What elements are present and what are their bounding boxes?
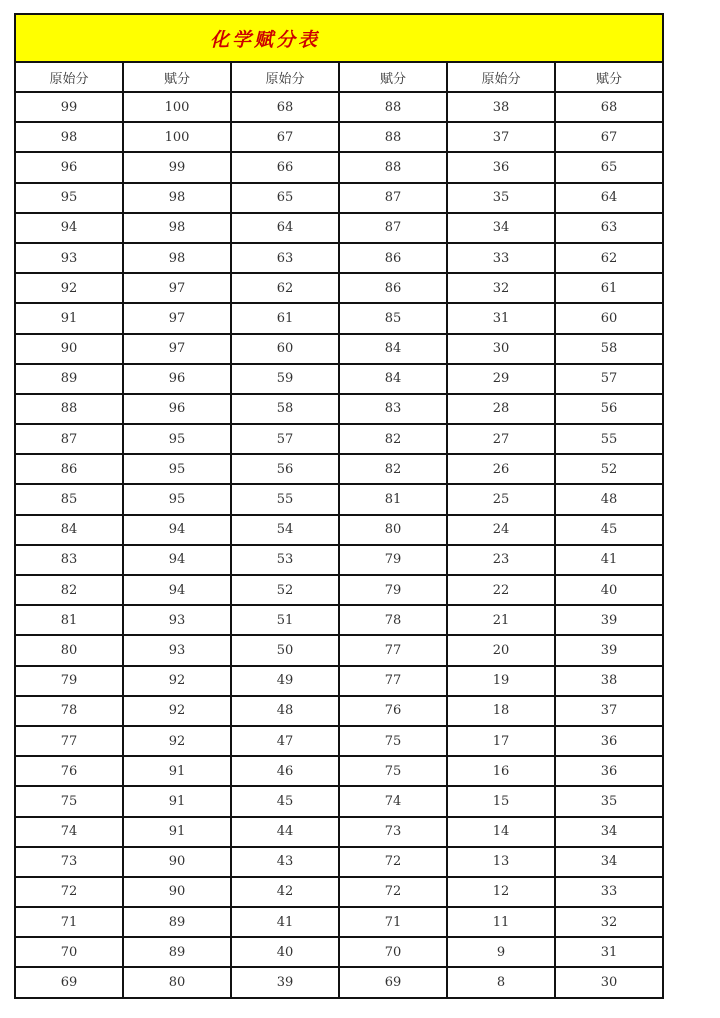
- raw-score-cell: 59: [231, 364, 339, 394]
- assigned-score-cell: 36: [555, 726, 663, 756]
- raw-score-cell: 55: [231, 484, 339, 514]
- table-row: [15, 726, 663, 756]
- assigned-score-cell: 69: [339, 967, 447, 997]
- assigned-score-cell: 80: [339, 515, 447, 545]
- header-assigned-score-3: 赋分: [555, 62, 663, 92]
- raw-score-cell: 71: [15, 907, 123, 937]
- raw-score-cell: 73: [15, 847, 123, 877]
- raw-score-cell: 16: [447, 756, 555, 786]
- assigned-score-cell: 45: [555, 515, 663, 545]
- raw-score-cell: 31: [447, 303, 555, 333]
- raw-score-cell: 96: [15, 152, 123, 182]
- raw-score-cell: 61: [231, 303, 339, 333]
- table-row: [15, 424, 663, 454]
- assigned-score-cell: 63: [555, 213, 663, 243]
- table-row: [15, 183, 663, 213]
- raw-score-cell: 45: [231, 786, 339, 816]
- table-row: [15, 515, 663, 545]
- table-row: [15, 364, 663, 394]
- raw-score-cell: 20: [447, 635, 555, 665]
- assigned-score-cell: 74: [339, 786, 447, 816]
- raw-score-cell: 25: [447, 484, 555, 514]
- header-raw-score-1: 原始分: [15, 62, 123, 92]
- assigned-score-cell: 90: [123, 847, 231, 877]
- table-title-cell: [15, 14, 663, 62]
- assigned-score-cell: 64: [555, 183, 663, 213]
- raw-score-cell: 18: [447, 696, 555, 726]
- assigned-score-cell: 52: [555, 454, 663, 484]
- assigned-score-cell: 70: [339, 937, 447, 967]
- raw-score-cell: 40: [231, 937, 339, 967]
- assigned-score-cell: 98: [123, 183, 231, 213]
- raw-score-cell: 36: [447, 152, 555, 182]
- raw-score-cell: 49: [231, 666, 339, 696]
- raw-score-cell: 82: [15, 575, 123, 605]
- raw-score-cell: 63: [231, 243, 339, 273]
- raw-score-cell: 33: [447, 243, 555, 273]
- raw-score-cell: 15: [447, 786, 555, 816]
- raw-score-cell: 14: [447, 817, 555, 847]
- raw-score-cell: 79: [15, 666, 123, 696]
- table-row: [15, 756, 663, 786]
- raw-score-cell: 48: [231, 696, 339, 726]
- table-row: [15, 696, 663, 726]
- raw-score-cell: 37: [447, 122, 555, 152]
- raw-score-cell: 92: [15, 273, 123, 303]
- assigned-score-cell: 39: [555, 605, 663, 635]
- table-row: [15, 454, 663, 484]
- assigned-score-cell: 75: [339, 756, 447, 786]
- raw-score-cell: 47: [231, 726, 339, 756]
- assigned-score-cell: 56: [555, 394, 663, 424]
- raw-score-cell: 34: [447, 213, 555, 243]
- raw-score-cell: 21: [447, 605, 555, 635]
- raw-score-cell: 74: [15, 817, 123, 847]
- raw-score-cell: 44: [231, 817, 339, 847]
- score-table: [14, 13, 664, 999]
- assigned-score-cell: 92: [123, 666, 231, 696]
- raw-score-cell: 51: [231, 605, 339, 635]
- table-row: [15, 907, 663, 937]
- raw-score-cell: 26: [447, 454, 555, 484]
- table-row: [15, 334, 663, 364]
- assigned-score-cell: 60: [555, 303, 663, 333]
- assigned-score-cell: 78: [339, 605, 447, 635]
- assigned-score-cell: 88: [339, 152, 447, 182]
- raw-score-cell: 78: [15, 696, 123, 726]
- table-row: [15, 786, 663, 816]
- assigned-score-cell: 67: [555, 122, 663, 152]
- assigned-score-cell: 81: [339, 484, 447, 514]
- assigned-score-cell: 88: [339, 92, 447, 122]
- assigned-score-cell: 31: [555, 937, 663, 967]
- assigned-score-cell: 82: [339, 424, 447, 454]
- table-row: [15, 575, 663, 605]
- raw-score-cell: 90: [15, 334, 123, 364]
- table-row: [15, 817, 663, 847]
- assigned-score-cell: 40: [555, 575, 663, 605]
- assigned-score-cell: 91: [123, 786, 231, 816]
- header-raw-score-3: 原始分: [447, 62, 555, 92]
- title-row: [15, 14, 663, 62]
- table-row: [15, 273, 663, 303]
- table-row: [15, 484, 663, 514]
- assigned-score-cell: 90: [123, 877, 231, 907]
- header-assigned-score-2: 赋分: [339, 62, 447, 92]
- assigned-score-cell: 71: [339, 907, 447, 937]
- raw-score-cell: 80: [15, 635, 123, 665]
- assigned-score-cell: 41: [555, 545, 663, 575]
- assigned-score-cell: 98: [123, 213, 231, 243]
- assigned-score-cell: 34: [555, 847, 663, 877]
- table-row: [15, 243, 663, 273]
- assigned-score-cell: 39: [555, 635, 663, 665]
- assigned-score-cell: 33: [555, 877, 663, 907]
- assigned-score-cell: 83: [339, 394, 447, 424]
- assigned-score-cell: 97: [123, 273, 231, 303]
- raw-score-cell: 83: [15, 545, 123, 575]
- assigned-score-cell: 86: [339, 243, 447, 273]
- raw-score-cell: 88: [15, 394, 123, 424]
- table-row: [15, 937, 663, 967]
- raw-score-cell: 35: [447, 183, 555, 213]
- raw-score-cell: 29: [447, 364, 555, 394]
- raw-score-cell: 39: [231, 967, 339, 997]
- assigned-score-cell: 65: [555, 152, 663, 182]
- raw-score-cell: 68: [231, 92, 339, 122]
- raw-score-cell: 72: [15, 877, 123, 907]
- assigned-score-cell: 86: [339, 273, 447, 303]
- raw-score-cell: 28: [447, 394, 555, 424]
- table-row: [15, 967, 663, 997]
- assigned-score-cell: 87: [339, 183, 447, 213]
- assigned-score-cell: 79: [339, 545, 447, 575]
- raw-score-cell: 24: [447, 515, 555, 545]
- assigned-score-cell: 87: [339, 213, 447, 243]
- assigned-score-cell: 94: [123, 575, 231, 605]
- table-row: [15, 605, 663, 635]
- raw-score-cell: 19: [447, 666, 555, 696]
- assigned-score-cell: 72: [339, 877, 447, 907]
- assigned-score-cell: 95: [123, 424, 231, 454]
- assigned-score-cell: 80: [123, 967, 231, 997]
- raw-score-cell: 57: [231, 424, 339, 454]
- raw-score-cell: 13: [447, 847, 555, 877]
- raw-score-cell: 9: [447, 937, 555, 967]
- assigned-score-cell: 48: [555, 484, 663, 514]
- raw-score-cell: 46: [231, 756, 339, 786]
- assigned-score-cell: 94: [123, 515, 231, 545]
- assigned-score-cell: 92: [123, 696, 231, 726]
- table-row: [15, 213, 663, 243]
- raw-score-cell: 95: [15, 183, 123, 213]
- raw-score-cell: 50: [231, 635, 339, 665]
- raw-score-cell: 8: [447, 967, 555, 997]
- raw-score-cell: 93: [15, 243, 123, 273]
- table-body: [15, 92, 663, 998]
- raw-score-cell: 30: [447, 334, 555, 364]
- assigned-score-cell: 55: [555, 424, 663, 454]
- raw-score-cell: 91: [15, 303, 123, 333]
- raw-score-cell: 41: [231, 907, 339, 937]
- raw-score-cell: 32: [447, 273, 555, 303]
- raw-score-cell: 43: [231, 847, 339, 877]
- table-row: [15, 394, 663, 424]
- assigned-score-cell: 68: [555, 92, 663, 122]
- assigned-score-cell: 98: [123, 243, 231, 273]
- assigned-score-cell: 88: [339, 122, 447, 152]
- assigned-score-cell: 30: [555, 967, 663, 997]
- raw-score-cell: 11: [447, 907, 555, 937]
- assigned-score-cell: 61: [555, 273, 663, 303]
- raw-score-cell: 86: [15, 454, 123, 484]
- table-row: [15, 666, 663, 696]
- assigned-score-cell: 92: [123, 726, 231, 756]
- table-row: [15, 847, 663, 877]
- raw-score-cell: 62: [231, 273, 339, 303]
- assigned-score-cell: 95: [123, 484, 231, 514]
- assigned-score-cell: 84: [339, 334, 447, 364]
- table-row: [15, 152, 663, 182]
- raw-score-cell: 70: [15, 937, 123, 967]
- table-row: [15, 877, 663, 907]
- raw-score-cell: 77: [15, 726, 123, 756]
- raw-score-cell: 22: [447, 575, 555, 605]
- assigned-score-cell: 37: [555, 696, 663, 726]
- table-row: [15, 635, 663, 665]
- raw-score-cell: 66: [231, 152, 339, 182]
- assigned-score-cell: 35: [555, 786, 663, 816]
- assigned-score-cell: 34: [555, 817, 663, 847]
- table-row: [15, 122, 663, 152]
- raw-score-cell: 98: [15, 122, 123, 152]
- assigned-score-cell: 75: [339, 726, 447, 756]
- assigned-score-cell: 73: [339, 817, 447, 847]
- assigned-score-cell: 95: [123, 454, 231, 484]
- table-row: [15, 303, 663, 333]
- raw-score-cell: 53: [231, 545, 339, 575]
- assigned-score-cell: 93: [123, 635, 231, 665]
- assigned-score-cell: 77: [339, 666, 447, 696]
- assigned-score-cell: 100: [123, 92, 231, 122]
- assigned-score-cell: 58: [555, 334, 663, 364]
- raw-score-cell: 54: [231, 515, 339, 545]
- raw-score-cell: 42: [231, 877, 339, 907]
- raw-score-cell: 27: [447, 424, 555, 454]
- assigned-score-cell: 93: [123, 605, 231, 635]
- assigned-score-cell: 89: [123, 907, 231, 937]
- raw-score-cell: 64: [231, 213, 339, 243]
- raw-score-cell: 12: [447, 877, 555, 907]
- assigned-score-cell: 96: [123, 364, 231, 394]
- assigned-score-cell: 38: [555, 666, 663, 696]
- table-title: 化学赋分表: [210, 28, 321, 51]
- raw-score-cell: 17: [447, 726, 555, 756]
- assigned-score-cell: 77: [339, 635, 447, 665]
- assigned-score-cell: 91: [123, 756, 231, 786]
- assigned-score-cell: 84: [339, 364, 447, 394]
- raw-score-cell: 65: [231, 183, 339, 213]
- raw-score-cell: 87: [15, 424, 123, 454]
- raw-score-cell: 75: [15, 786, 123, 816]
- assigned-score-cell: 89: [123, 937, 231, 967]
- header-row: [15, 62, 663, 92]
- raw-score-cell: 84: [15, 515, 123, 545]
- assigned-score-cell: 97: [123, 334, 231, 364]
- raw-score-cell: 67: [231, 122, 339, 152]
- table-row: [15, 92, 663, 122]
- assigned-score-cell: 36: [555, 756, 663, 786]
- assigned-score-cell: 76: [339, 696, 447, 726]
- raw-score-cell: 85: [15, 484, 123, 514]
- raw-score-cell: 58: [231, 394, 339, 424]
- assigned-score-cell: 100: [123, 122, 231, 152]
- assigned-score-cell: 85: [339, 303, 447, 333]
- raw-score-cell: 76: [15, 756, 123, 786]
- raw-score-cell: 56: [231, 454, 339, 484]
- raw-score-cell: 38: [447, 92, 555, 122]
- raw-score-cell: 89: [15, 364, 123, 394]
- raw-score-cell: 69: [15, 967, 123, 997]
- assigned-score-cell: 57: [555, 364, 663, 394]
- assigned-score-cell: 96: [123, 394, 231, 424]
- raw-score-cell: 52: [231, 575, 339, 605]
- header-raw-score-2: 原始分: [231, 62, 339, 92]
- raw-score-cell: 81: [15, 605, 123, 635]
- assigned-score-cell: 79: [339, 575, 447, 605]
- raw-score-cell: 99: [15, 92, 123, 122]
- raw-score-cell: 60: [231, 334, 339, 364]
- table-row: [15, 545, 663, 575]
- assigned-score-cell: 62: [555, 243, 663, 273]
- assigned-score-cell: 94: [123, 545, 231, 575]
- assigned-score-cell: 97: [123, 303, 231, 333]
- assigned-score-cell: 32: [555, 907, 663, 937]
- assigned-score-cell: 91: [123, 817, 231, 847]
- raw-score-cell: 23: [447, 545, 555, 575]
- assigned-score-cell: 72: [339, 847, 447, 877]
- assigned-score-cell: 99: [123, 152, 231, 182]
- assigned-score-cell: 82: [339, 454, 447, 484]
- header-assigned-score-1: 赋分: [123, 62, 231, 92]
- raw-score-cell: 94: [15, 213, 123, 243]
